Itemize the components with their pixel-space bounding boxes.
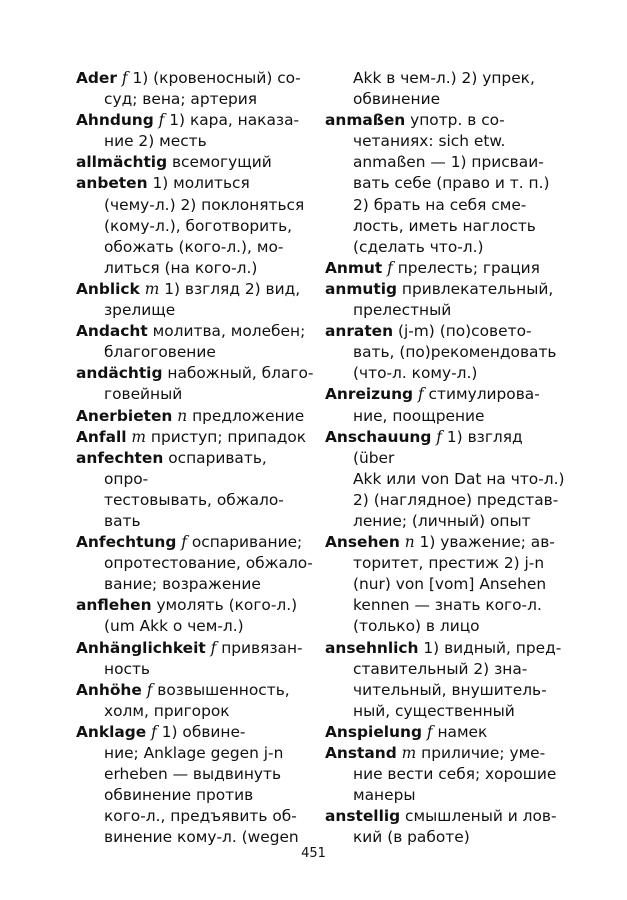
left-column bbox=[76, 68, 314, 848]
dictionary-entry bbox=[76, 722, 314, 849]
entry-headword: Anreizung bbox=[325, 385, 414, 404]
entry-definition: 1) (кровеносный) со- суд; вена; артерия bbox=[104, 69, 301, 109]
entry-definition: всемогущий bbox=[167, 153, 272, 172]
entry-definition: молитва, молебен; благоговение bbox=[104, 322, 306, 362]
dictionary-entry bbox=[76, 638, 314, 680]
entry-definition: приступ; припадок bbox=[146, 427, 307, 446]
dictionary-entry bbox=[76, 173, 314, 278]
entry-definition: приличие; уме- ние вести себя; хорошие манеры bbox=[353, 744, 557, 805]
dictionary-entry bbox=[325, 321, 565, 384]
dictionary-entry bbox=[325, 427, 565, 532]
dictionary-entry bbox=[325, 110, 565, 258]
dictionary-entry bbox=[325, 68, 565, 110]
entry-headword: Anhänglichkeit bbox=[76, 638, 206, 657]
entry-headword: anmutig bbox=[325, 279, 397, 298]
dictionary-entry bbox=[325, 806, 565, 848]
entry-grammar: f bbox=[141, 680, 153, 699]
entry-definition: привлекательный, прелестный bbox=[353, 279, 554, 320]
entry-definition: умолять (кого-л.) (um Akk о чем-л.) bbox=[104, 596, 298, 636]
entry-definition: 1) молиться (чему-л.) 2) поклоняться (кому-л.), боготворить, обожать (кого-л.), мо- литься (на кого-л.) bbox=[104, 174, 305, 277]
entry-definition: (j-m) (по)совето- вать, (по)рекомендовать (что-л. кому-л.) bbox=[353, 322, 557, 383]
entry-definition: употр. в со- четаниях: sich etw. anmaßen — 1) присваи- вать себе (право и т. п.) 2) брать на себя сме- лость, иметь наглость (сделать что-л.) bbox=[353, 111, 550, 256]
entry-definition: возвышенность, холм, пригорок bbox=[104, 680, 290, 720]
entry-headword: Ahndung bbox=[76, 111, 154, 130]
entry-headword: Anstand bbox=[325, 744, 397, 762]
entry-grammar: f bbox=[431, 427, 442, 446]
entry-headword: Anmut bbox=[325, 258, 383, 277]
page-number: 451 bbox=[301, 846, 326, 861]
entry-definition: стимулирова- ние, поощрение bbox=[353, 385, 540, 425]
dictionary-entry bbox=[76, 68, 314, 110]
dictionary-entry bbox=[76, 427, 314, 448]
dictionary-entry bbox=[76, 595, 314, 637]
entry-grammar: f bbox=[382, 258, 393, 277]
entry-headword: anbeten bbox=[76, 174, 148, 193]
entry-grammar: m bbox=[396, 744, 417, 762]
entry-definition: намек bbox=[432, 722, 488, 741]
entry-grammar: f bbox=[146, 722, 157, 741]
dictionary-entry bbox=[76, 152, 314, 173]
entry-headword: Ader bbox=[76, 69, 117, 87]
entry-definition: 1) взгляд (über Akk или von Dat на что-л.) 2) (наглядное) представ- ление; (личный) опыт bbox=[353, 427, 565, 530]
entry-headword: Anschauung bbox=[325, 427, 432, 446]
entry-definition: смышленый и лов- кий (в работе) bbox=[353, 807, 557, 847]
entry-headword: Anerbieten bbox=[76, 406, 173, 425]
entry-grammar: m bbox=[139, 279, 160, 298]
entry-headword: Anfall bbox=[76, 427, 127, 446]
entry-headword: anraten bbox=[325, 322, 394, 341]
dictionary-entry bbox=[76, 321, 314, 363]
entry-headword: Anspielung bbox=[325, 722, 422, 741]
right-column bbox=[325, 68, 565, 848]
entry-headword: Anfechtung bbox=[76, 533, 177, 552]
entry-headword: anstellig bbox=[325, 807, 401, 826]
entry-headword: anflehen bbox=[76, 596, 152, 615]
entry-grammar: f bbox=[421, 722, 433, 741]
entry-grammar: f bbox=[413, 385, 424, 404]
entry-headword: Anklage bbox=[76, 722, 147, 741]
entry-definition: прелесть; грация bbox=[392, 258, 540, 277]
dictionary-entry bbox=[325, 722, 565, 743]
entry-definition: привязан- ность bbox=[104, 638, 303, 678]
entry-grammar: f bbox=[153, 111, 165, 130]
entry-definition: 1) уважение; ав- торитет, престиж 2) j-n (nur) von [vom] Ansehen kennen — знать кого-л. (только) в лицо bbox=[353, 533, 555, 636]
entry-definition: оспаривание; опротестование, обжало- вание; возражение bbox=[104, 533, 313, 594]
entry-definition: Akk в чем-л.) 2) упрек, обвинение bbox=[353, 69, 535, 109]
dictionary-entry bbox=[325, 279, 565, 321]
dictionary-entry bbox=[76, 279, 314, 321]
entry-headword: andächtig bbox=[76, 364, 163, 383]
entry-definition: набожный, благо- говейный bbox=[104, 364, 314, 404]
dictionary-entry bbox=[325, 532, 565, 637]
entry-grammar: f bbox=[176, 533, 187, 552]
dictionary-entry bbox=[76, 363, 314, 405]
entry-headword: Ansehen bbox=[325, 533, 400, 552]
entry-definition: 1) видный, пред- ставительный 2) зна- чительный, внушитель- ный, существенный bbox=[353, 638, 562, 720]
entry-definition: 1) кара, наказа- ние 2) месть bbox=[104, 111, 300, 151]
entry-headword: ansehnlich bbox=[325, 638, 419, 657]
dictionary-entry bbox=[325, 743, 565, 806]
dictionary-entry bbox=[76, 680, 314, 722]
dictionary-entry bbox=[76, 406, 314, 427]
dictionary-entry bbox=[325, 638, 565, 722]
entry-grammar: f bbox=[116, 69, 128, 87]
entry-headword: Anhöhe bbox=[76, 680, 142, 699]
dictionary-entry bbox=[76, 448, 314, 532]
entry-grammar: n bbox=[399, 533, 415, 552]
entry-definition: предложение bbox=[187, 406, 305, 425]
entry-definition: 1) обвине- ние; Anklage gegen j-n erheben — выдвинуть обвинение против кого-л., предъявить об- винение кому-л. (wegen bbox=[104, 722, 299, 847]
entry-grammar: m bbox=[126, 427, 147, 446]
entry-headword: Andacht bbox=[76, 322, 148, 341]
entry-headword: allmächtig bbox=[76, 153, 168, 172]
dictionary-entry bbox=[76, 532, 314, 595]
entry-headword: anfechten bbox=[76, 448, 164, 467]
entry-grammar: n bbox=[172, 406, 188, 425]
dictionary-entry bbox=[325, 258, 565, 279]
entry-definition: оспаривать, опро- тестовывать, обжало- вать bbox=[104, 448, 284, 530]
dictionary-entry bbox=[325, 384, 565, 426]
entry-headword: anmaßen bbox=[325, 111, 406, 130]
entry-definition: 1) взгляд 2) вид, зрелище bbox=[104, 279, 301, 320]
entry-headword: Anblick bbox=[76, 279, 140, 298]
entry-grammar: f bbox=[205, 638, 217, 657]
dictionary-entry bbox=[76, 110, 314, 152]
